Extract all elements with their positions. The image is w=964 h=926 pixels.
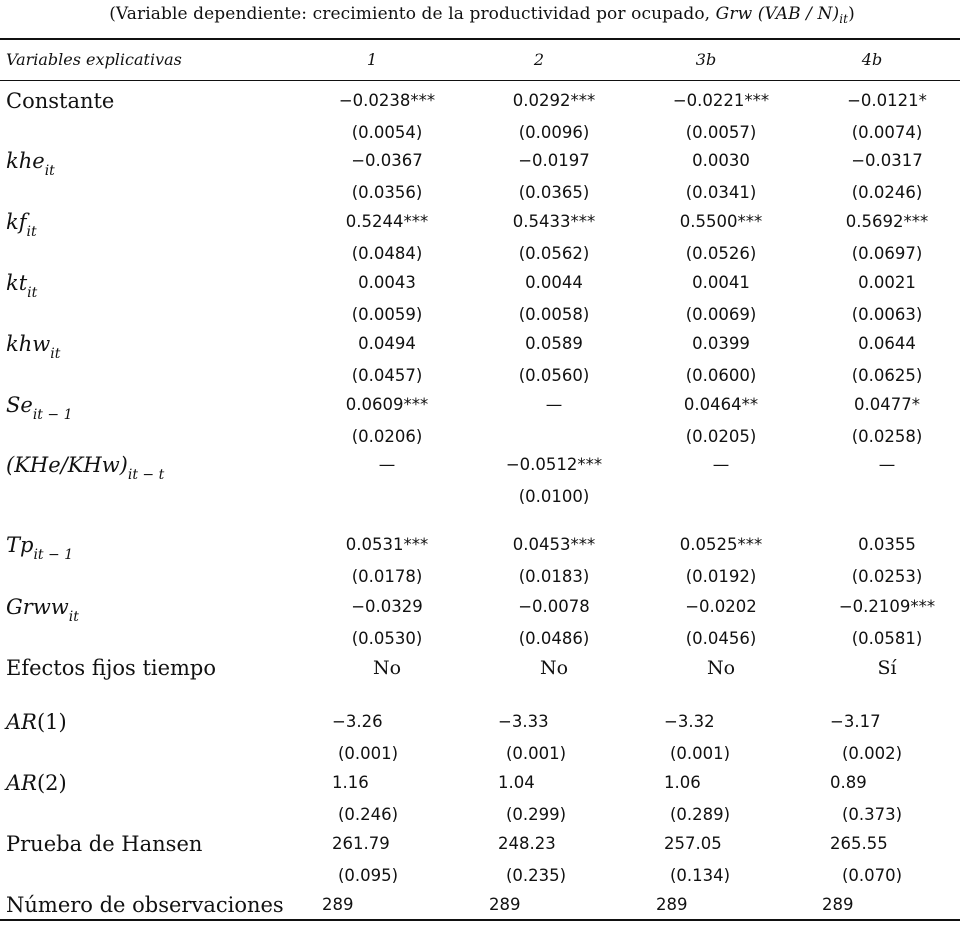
- ar-value-cell: −3.17: [830, 712, 881, 731]
- row-label-base: khe: [6, 149, 45, 173]
- coefficient-cell: −0.0078: [518, 597, 590, 616]
- row-label-base: kt: [6, 271, 28, 295]
- std-error-cell: (0.0356): [351, 183, 423, 202]
- table-row-se: [0, 484, 964, 514]
- fixed-effects-cell: No: [372, 657, 402, 679]
- std-error-cell: (0.0074): [851, 123, 923, 142]
- std-error-cell: (0.0530): [351, 629, 423, 648]
- coefficient-cell: 0.0494: [358, 334, 416, 353]
- header-rule: [0, 80, 960, 81]
- ar-pvalue-cell: (0.001): [670, 744, 731, 763]
- row-label: [6, 331, 60, 367]
- hansen-pvalue-cell: (0.070): [842, 866, 903, 885]
- row-label-base: AR: [6, 710, 37, 734]
- fixed-effects-cell: Sí: [877, 657, 897, 679]
- std-error-cell: (0.0562): [518, 244, 590, 263]
- row-label-subscript: it: [44, 163, 55, 179]
- coefficient-cell: —: [712, 455, 730, 474]
- coefficient-cell: −0.0512***: [505, 455, 603, 474]
- fixed-effects-cell: No: [539, 657, 569, 679]
- row-label: [6, 209, 37, 245]
- std-error-cell: (0.0100): [518, 487, 590, 506]
- ar-pvalue-cell: (0.289): [670, 805, 731, 824]
- table-row-se: [0, 302, 964, 332]
- row-label-base: AR: [6, 771, 37, 795]
- row-label: [6, 770, 67, 796]
- ar-value-cell: −3.33: [498, 712, 549, 731]
- row-label: [6, 392, 72, 428]
- hansen-value-cell: 265.55: [830, 834, 888, 853]
- header-col-1: 1: [366, 50, 378, 69]
- std-error-cell: (0.0253): [851, 567, 923, 586]
- std-error-cell: (0.0365): [518, 183, 590, 202]
- coefficient-cell: −0.0221***: [672, 91, 770, 110]
- coefficient-cell: 0.0525***: [679, 535, 763, 554]
- row-label-base: khw: [6, 332, 51, 356]
- row-label: [6, 452, 164, 488]
- row-label-subscript: it: [27, 285, 38, 301]
- coefficient-cell: 0.0477*: [854, 395, 920, 414]
- coefficient-cell: 0.0021: [858, 273, 916, 292]
- std-error-cell: (0.0069): [685, 305, 757, 324]
- row-label: [6, 270, 37, 306]
- ar-value-cell: 0.89: [830, 773, 867, 792]
- coefficient-cell: −0.0317: [851, 151, 923, 170]
- std-error-cell: (0.0058): [518, 305, 590, 324]
- header-col-2: 2: [533, 50, 545, 69]
- table-row: [0, 331, 964, 361]
- hansen-pvalue-cell: (0.134): [670, 866, 731, 885]
- std-error-cell: (0.0600): [685, 366, 757, 385]
- std-error-cell: (0.0057): [685, 123, 757, 142]
- row-label: Prueba de Hansen: [6, 832, 203, 856]
- hansen-value-cell: 248.23: [498, 834, 556, 853]
- row-label-subscript: it: [26, 224, 37, 240]
- observations-cell: 289: [822, 895, 854, 914]
- table-row: [0, 148, 964, 178]
- row-label: Efectos fijos tiempo: [6, 656, 217, 680]
- ar-value-cell: 1.16: [332, 773, 369, 792]
- caption-close: ): [848, 4, 855, 24]
- table-row-se: [0, 180, 964, 210]
- table-row-ar: [0, 770, 964, 800]
- row-label-base: (KHe/KHw): [6, 453, 128, 477]
- row-label-subscript: it: [68, 609, 79, 625]
- coefficient-cell: 0.0399: [692, 334, 750, 353]
- coefficient-cell: 0.0292***: [512, 91, 596, 110]
- table-row: [0, 209, 964, 239]
- std-error-cell: (0.0206): [351, 427, 423, 446]
- coefficient-cell: 0.0644: [858, 334, 916, 353]
- table-row-hansen: [0, 831, 964, 861]
- header-col-4b: 4b: [861, 50, 883, 69]
- ar-pvalue-cell: (0.001): [338, 744, 399, 763]
- coefficient-cell: 0.0589: [525, 334, 583, 353]
- coefficient-cell: 0.0464**: [683, 395, 759, 414]
- coefficient-cell: —: [878, 455, 896, 474]
- top-rule: [0, 38, 960, 40]
- std-error-cell: (0.0526): [685, 244, 757, 263]
- coefficient-cell: 0.0041: [692, 273, 750, 292]
- caption-text: (Variable dependiente: crecimiento de la productividad por ocupado,: [109, 4, 716, 24]
- table-row-fixed-effects: [0, 655, 964, 685]
- caption-subscript: it: [839, 12, 849, 26]
- std-error-cell: (0.0246): [851, 183, 923, 202]
- std-error-cell: (0.0205): [685, 427, 757, 446]
- coefficient-cell: −0.0197: [518, 151, 590, 170]
- ar-value-cell: 1.06: [664, 773, 701, 792]
- hansen-value-cell: 257.05: [664, 834, 722, 853]
- coefficient-cell: —: [545, 395, 563, 414]
- table-row: [0, 270, 964, 300]
- coefficient-cell: −0.0202: [685, 597, 757, 616]
- coefficient-cell: 0.0531***: [345, 535, 429, 554]
- table-caption: [0, 4, 964, 26]
- table-row-ar: [0, 709, 964, 739]
- observations-cell: 289: [322, 895, 354, 914]
- ar-pvalue-cell: (0.001): [506, 744, 567, 763]
- std-error-cell: (0.0258): [851, 427, 923, 446]
- coefficient-cell: —: [378, 455, 396, 474]
- std-error-cell: (0.0625): [851, 366, 923, 385]
- row-label-base: kf: [6, 210, 27, 234]
- std-error-cell: (0.0096): [518, 123, 590, 142]
- table-row: [0, 532, 964, 562]
- table-row-ar-pvalue: [0, 741, 964, 771]
- table-row: [0, 88, 964, 118]
- table-row: [0, 392, 964, 422]
- coefficient-cell: −0.0121*: [847, 91, 927, 110]
- row-label-base: Tp: [6, 533, 34, 557]
- std-error-cell: (0.0192): [685, 567, 757, 586]
- fixed-effects-cell: No: [706, 657, 736, 679]
- coefficient-cell: 0.5244***: [345, 212, 429, 231]
- coefficient-cell: 0.0044: [525, 273, 583, 292]
- row-label-subscript: it − t: [127, 467, 165, 483]
- row-label-base: Grww: [6, 595, 69, 619]
- std-error-cell: (0.0581): [851, 629, 923, 648]
- row-label: Número de observaciones: [6, 893, 284, 917]
- row-label-paren: (2): [36, 771, 67, 795]
- hansen-pvalue-cell: (0.095): [338, 866, 399, 885]
- table-row: [0, 452, 964, 482]
- std-error-cell: (0.0456): [685, 629, 757, 648]
- row-label-subscript: it: [50, 346, 61, 362]
- observations-cell: 289: [489, 895, 521, 914]
- table-row-se: [0, 120, 964, 150]
- table-row-se: [0, 241, 964, 271]
- std-error-cell: (0.0063): [851, 305, 923, 324]
- ar-value-cell: −3.32: [664, 712, 715, 731]
- ar-value-cell: 1.04: [498, 773, 535, 792]
- row-label-subscript: it − 1: [33, 547, 74, 563]
- table-row-hansen-pvalue: [0, 863, 964, 893]
- hansen-pvalue-cell: (0.235): [506, 866, 567, 885]
- std-error-cell: (0.0178): [351, 567, 423, 586]
- coefficient-cell: 0.5433***: [512, 212, 596, 231]
- ar-pvalue-cell: (0.002): [842, 744, 903, 763]
- std-error-cell: (0.0341): [685, 183, 757, 202]
- row-label: [6, 594, 79, 630]
- table-row-se: [0, 363, 964, 393]
- table-row-se: [0, 626, 964, 656]
- coefficient-cell: 0.5692***: [845, 212, 929, 231]
- row-label: [6, 532, 73, 568]
- coefficient-cell: −0.0367: [351, 151, 423, 170]
- row-label: [6, 709, 67, 735]
- std-error-cell: (0.0059): [351, 305, 423, 324]
- ar-pvalue-cell: (0.373): [842, 805, 903, 824]
- std-error-cell: (0.0484): [351, 244, 423, 263]
- row-label-base: Se: [6, 393, 33, 417]
- observations-cell: 289: [656, 895, 688, 914]
- ar-value-cell: −3.26: [332, 712, 383, 731]
- std-error-cell: (0.0183): [518, 567, 590, 586]
- coefficient-cell: 0.0355: [858, 535, 916, 554]
- std-error-cell: (0.0457): [351, 366, 423, 385]
- coefficient-cell: 0.5500***: [679, 212, 763, 231]
- std-error-cell: (0.0560): [518, 366, 590, 385]
- table-row-se: [0, 424, 964, 454]
- coefficient-cell: −0.0329: [351, 597, 423, 616]
- std-error-cell: (0.0486): [518, 629, 590, 648]
- header-variables: Variables explicativas: [6, 50, 182, 69]
- header-col-3b: 3b: [695, 50, 717, 69]
- row-label-subscript: it − 1: [32, 407, 73, 423]
- table-row-se: [0, 564, 964, 594]
- row-label: [6, 148, 55, 184]
- table-row-ar-pvalue: [0, 802, 964, 832]
- coefficient-cell: −0.0238***: [338, 91, 436, 110]
- bottom-rule: [0, 919, 960, 921]
- coefficient-cell: 0.0453***: [512, 535, 596, 554]
- coefficient-cell: −0.2109***: [838, 597, 936, 616]
- table-row: [0, 594, 964, 624]
- row-label-paren: (1): [36, 710, 67, 734]
- std-error-cell: (0.0054): [351, 123, 423, 142]
- ar-pvalue-cell: (0.299): [506, 805, 567, 824]
- coefficient-cell: 0.0609***: [345, 395, 429, 414]
- row-label: Constante: [6, 89, 115, 113]
- ar-pvalue-cell: (0.246): [338, 805, 399, 824]
- coefficient-cell: 0.0030: [692, 151, 750, 170]
- table-row-observations: [0, 892, 964, 922]
- std-error-cell: (0.0697): [851, 244, 923, 263]
- caption-formula: Grw (VAB / N): [715, 4, 840, 24]
- hansen-value-cell: 261.79: [332, 834, 390, 853]
- coefficient-cell: 0.0043: [358, 273, 416, 292]
